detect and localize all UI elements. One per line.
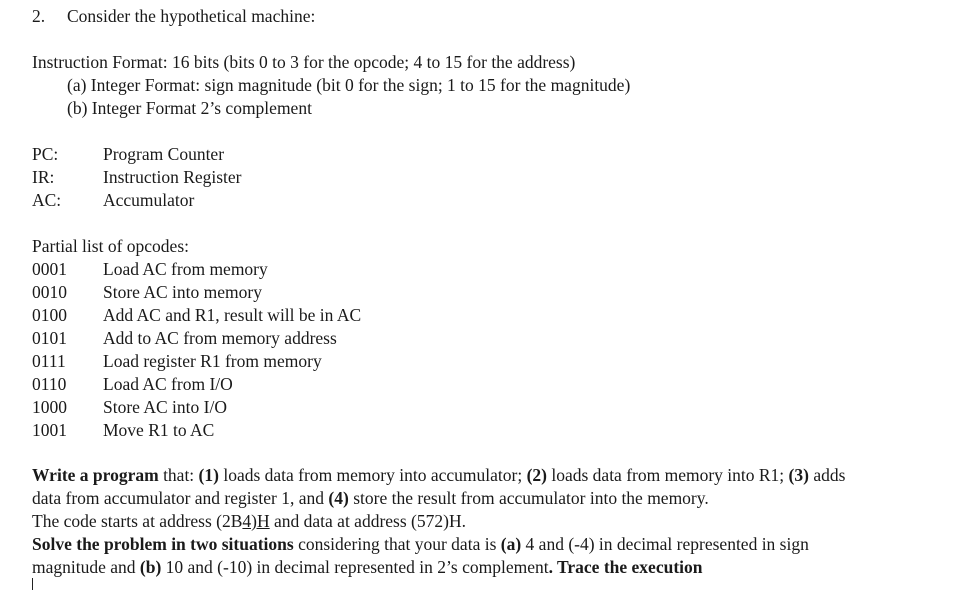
task-text: adds [808, 465, 846, 485]
opcode-desc: Load AC from I/O [103, 374, 233, 394]
task-step-label: (4) [328, 488, 349, 508]
task-text: and data at address (572)H. [269, 511, 466, 531]
opcode-row [32, 396, 452, 418]
task-line-2 [32, 487, 709, 510]
integer-format-a: (a) Integer Format: sign magnitude (bit 0 for the sign; 1 to 15 for the magnitude) [67, 75, 631, 95]
opcode-code: 1000 [32, 397, 67, 417]
task-emphasis: . Trace the execution [548, 557, 703, 577]
opcode-code: 0100 [32, 305, 67, 325]
integer-format-b: (b) Integer Format 2’s complement [67, 98, 312, 118]
register-desc: Accumulator [103, 190, 195, 210]
opcode-desc: Add to AC from memory address [103, 328, 337, 348]
task-text: considering that your data is [293, 534, 501, 554]
opcode-desc: Add AC and R1, result will be in AC [103, 305, 362, 325]
opcode-desc: Load AC from memory [103, 259, 268, 279]
task-line-1 [32, 464, 845, 487]
opcode-desc: Move R1 to AC [103, 420, 215, 440]
task-case-label: (a) [500, 534, 522, 554]
register-desc: Instruction Register [103, 167, 242, 187]
opcode-code: 0101 [32, 328, 67, 348]
task-text: that: [158, 465, 199, 485]
opcode-row [32, 327, 452, 349]
opcode-code: 0010 [32, 282, 67, 302]
task-line-5 [32, 556, 703, 579]
opcode-code: 0111 [32, 351, 66, 371]
opcode-row [32, 419, 452, 441]
task-text: loads data from memory into R1; [546, 465, 789, 485]
instruction-format: Instruction Format: 16 bits (bits 0 to 3 for the opcode; 4 to 15 for the address) [32, 52, 576, 72]
register-desc: Program Counter [103, 144, 225, 164]
task-text: store the result from accumulator into the memory. [348, 488, 709, 508]
task-step-label: (1) [198, 465, 219, 485]
register-code: AC: [32, 190, 62, 210]
task-emphasis: Solve the problem in two situations [32, 534, 294, 554]
opcode-code: 0110 [32, 374, 67, 394]
task-emphasis: Write a program [32, 465, 159, 485]
question-number: 2. [32, 6, 46, 26]
opcode-code: 0001 [32, 259, 67, 279]
task-step-label: (3) [788, 465, 809, 485]
text-cursor[interactable] [32, 578, 33, 590]
opcode-heading: Partial list of opcodes: [32, 236, 189, 256]
task-text: magnitude and [32, 557, 140, 577]
task-text: 10 and (-10) in decimal represented in 2’s complement [161, 557, 549, 577]
opcode-row [32, 373, 452, 395]
task-text: data from accumulator and register 1, and [32, 488, 329, 508]
task-line-3 [32, 510, 466, 533]
opcode-desc: Store AC into I/O [103, 397, 227, 417]
task-text: The code starts at address (2B [32, 511, 243, 531]
opcode-desc: Load register R1 from memory [103, 351, 322, 371]
task-underlined-text: 4)H [242, 511, 270, 531]
task-text: 4 and (-4) in decimal represented in sign [521, 534, 809, 554]
opcode-row [32, 350, 452, 372]
question-title: Consider the hypothetical machine: [67, 6, 316, 26]
register-code: IR: [32, 167, 55, 187]
task-text: loads data from memory into accumulator; [218, 465, 527, 485]
opcode-row [32, 258, 452, 280]
opcode-desc: Store AC into memory [103, 282, 262, 302]
opcode-code: 1001 [32, 420, 67, 440]
register-code: PC: [32, 144, 59, 164]
task-line-4 [32, 533, 809, 556]
opcode-row [32, 304, 452, 326]
task-case-label: (b) [139, 557, 162, 577]
task-step-label: (2) [526, 465, 547, 485]
opcode-row [32, 281, 452, 303]
